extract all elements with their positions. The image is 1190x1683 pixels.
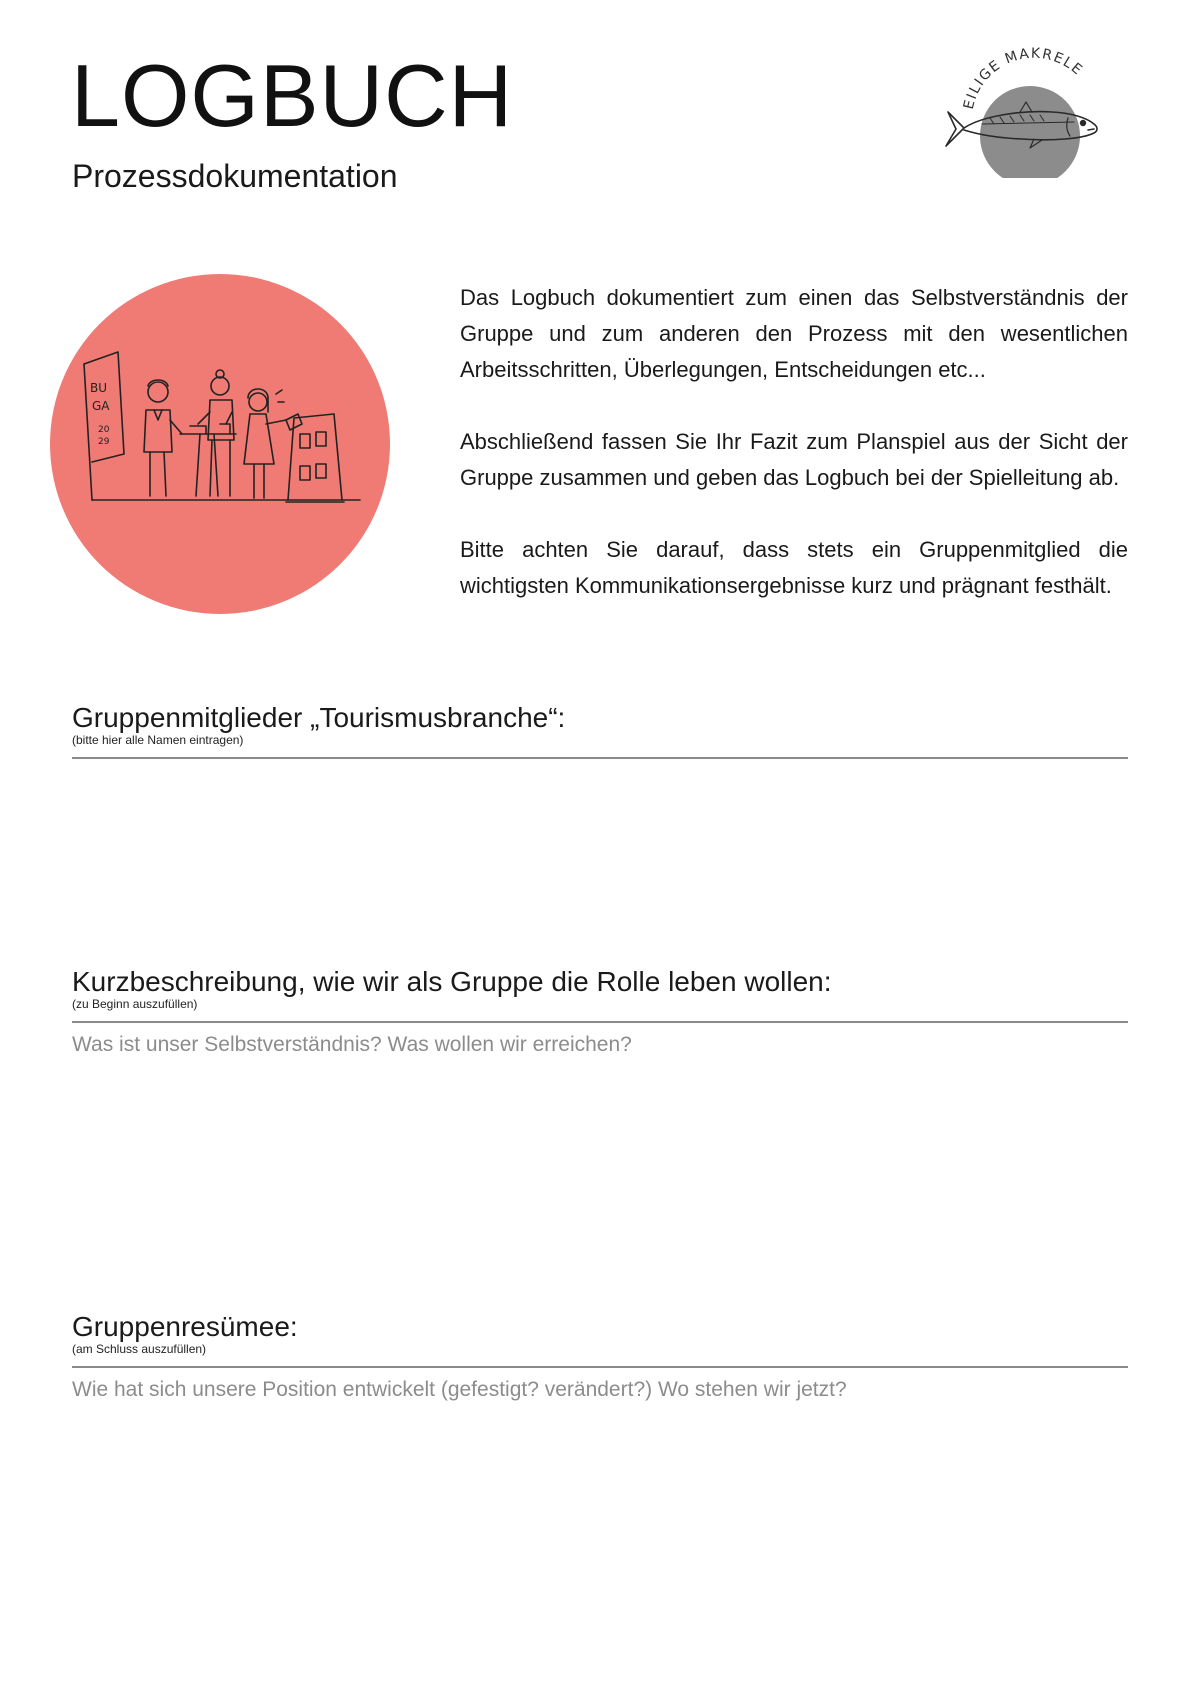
section-note: (am Schluss auszufüllen) (72, 1342, 207, 1356)
section-divider (72, 757, 1128, 759)
illustration (50, 274, 390, 614)
intro-paragraph: Das Logbuch dokumentiert zum einen das Selbstverständnis der Gruppe und zum anderen den Prozess mit den wesentlichen Arbeitsschritten, Überlegungen, Entscheidungen etc... (460, 285, 1128, 382)
svg-text:GA: GA (92, 399, 110, 413)
section-title: Kurzbeschreibung, wie wir als Gruppe die Rolle leben wollen: (72, 966, 832, 997)
intro-paragraph: Abschließend fassen Sie Ihr Fazit zum Planspiel aus der Sicht der Gruppe zusammen und geben das Logbuch bei der Spielleitung ab. (460, 429, 1128, 490)
eilige-makrele-logo (942, 38, 1122, 178)
section-title: Gruppenmitglieder „Tourismusbranche“: (72, 702, 566, 733)
svg-text:29: 29 (98, 437, 110, 447)
section-prompt: Wie hat sich unsere Position entwickelt (gefestigt? verändert?) Wo stehen wir jetzt? (72, 1378, 847, 1401)
section-note: (zu Beginn auszufüllen) (72, 997, 198, 1011)
section-prompt: Was ist unser Selbstverständnis? Was wollen wir erreichen? (72, 1033, 632, 1056)
intro-text (460, 280, 1128, 640)
logo-text: EILIGE MAKRELE (960, 45, 1086, 111)
page-subtitle: Prozessdokumentation (72, 158, 398, 194)
section-divider (72, 1366, 1128, 1368)
section-group-summary (72, 1311, 1128, 1402)
intro-paragraph: Bitte achten Sie darauf, dass stets ein Gruppenmitglied die wichtigsten Kommunikationsergebnisse kurz und prägnant festhält. (460, 537, 1128, 598)
section-note: (bitte hier alle Namen eintragen) (72, 733, 244, 747)
logo-circle (980, 86, 1080, 178)
page-title: LOGBUCH (71, 46, 514, 145)
section-group-members (72, 702, 1128, 759)
section-divider (72, 1021, 1128, 1023)
svg-text:BU: BU (90, 381, 108, 395)
svg-text:20: 20 (98, 425, 110, 435)
section-role-description (72, 966, 1128, 1057)
section-title: Gruppenresümee: (72, 1311, 298, 1342)
